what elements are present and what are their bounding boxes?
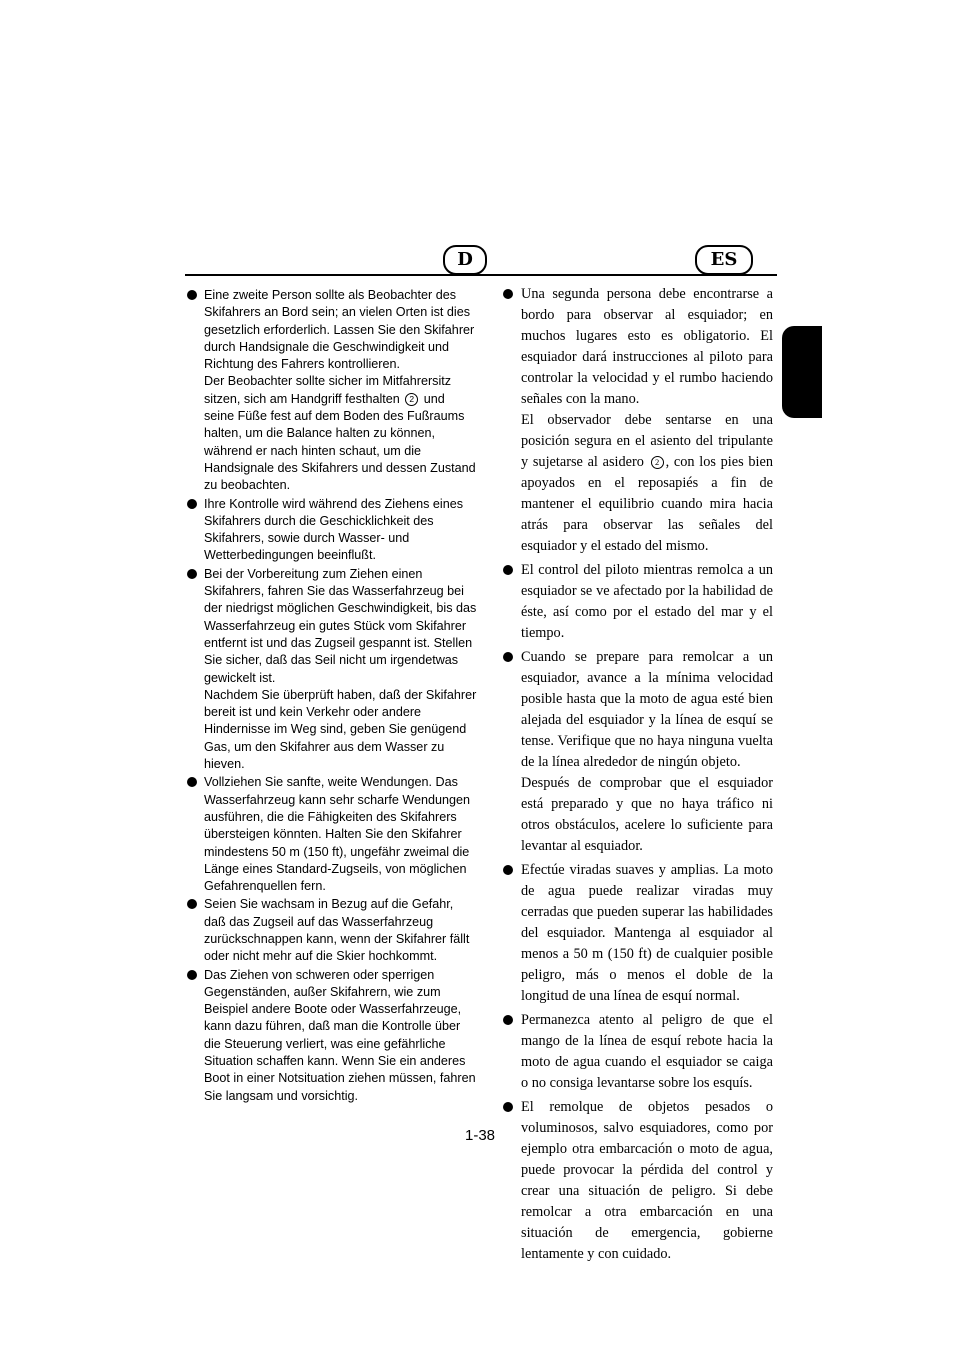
paragraph: Ihre Kontrolle wird während des Ziehens eines Skifahrers durch die Geschicklichkeit des Skifahrers, sowie durch Wasser- und Wetterbedingungen beeinflußt. [204, 496, 464, 563]
list-item [187, 774, 477, 895]
header-rule [185, 274, 777, 276]
paragraph: Der Beobachter sollte sicher im Mitfahrersitz sitzen, sich am Handgriff festhalten 2 und seine Füße fest auf dem Boden des Fußraums halten, um die Balance halten zu können, während er nach hinten schaut, um die Handsignale des Skifahrers und dessen Zustand zu beobachten. [204, 374, 476, 493]
language-badge-spanish: ES [695, 245, 753, 275]
paragraph: Después de comprobar que el esquiador está preparado y que no haya tráfico ni otros obstáculos, acelere lo suficiente para levantar al esquiador. [521, 775, 773, 854]
list-item [503, 1097, 773, 1265]
spanish-column [503, 284, 773, 1268]
bullet-icon [503, 1102, 513, 1112]
bullet-icon [187, 899, 197, 909]
list-item [187, 896, 477, 965]
list-item [187, 967, 477, 1105]
paragraph: Eine zweite Person sollte als Beobachter des Skifahrers an Bord sein; an vielen Orten ist dies gesetzlich erforderlich. Lassen Sie den Skifahrer durch Handsignale die Geschwindigkeit und Richtung des Fahrers kontrollieren. [204, 288, 475, 372]
paragraph: Vollziehen Sie sanfte, weite Wendungen. Das Wasserfahrzeug kann sehr scharfe Wendungen ausführen, die die Fähigkeiten des Skifahrers übersteigen könnten. Halten Sie den Skifahrer mindestens 50 m (150 ft), ungefähr zweimal die Länge eines Standard-Zugseils, von möglichen Gefahrenquellen fern. [204, 775, 471, 894]
bullet-icon [187, 569, 197, 579]
list-item [503, 860, 773, 1007]
reference-number: 2 [651, 456, 664, 469]
bullet-icon [187, 777, 197, 787]
list-item [187, 287, 477, 495]
paragraph: Cuando se prepare para remolcar a un esquiador, avance a la mínima velocidad posible hasta que la moto de agua esté bien alejada del esquiador y la línea de esquí se tense. Verifique que no haya ninguna vuelta de la línea alrededor de ningún objeto. [521, 649, 773, 770]
page-number: 1-38 [464, 1127, 496, 1144]
bullet-icon [503, 565, 513, 575]
german-column [187, 287, 477, 1106]
paragraph: El remolque de objetos pesados o voluminosos, salvo esquiadores, como por ejemplo otra embarcación o moto de agua, puede provocar la pérdida del control y crear una situación de peligro. Si debe remolcar a otra embarcación en una situación de emergencia, gobierne lentamente y con cuidado. [521, 1099, 773, 1262]
paragraph: El observador debe sentarse en una posición segura en el asiento del tripulante y sujetarse al asidero 2 , con los pies bien apoyados en el reposapiés a fin de mantener el equilibrio cuando mira hacia atrás para observar las señales del esquiador y el estado del mismo. [521, 412, 774, 554]
bullet-icon [503, 652, 513, 662]
chapter-tab [782, 326, 822, 418]
list-item [503, 284, 773, 557]
bullet-icon [187, 970, 197, 980]
paragraph: Permanezca atento al peligro de que el mango de la línea de esquí rebote hacia la moto de agua cuando el esquiador se caiga o no consiga levantarse sobre los esquís. [521, 1012, 773, 1091]
list-item [503, 1010, 773, 1094]
bullet-icon [503, 865, 513, 875]
paragraph: Das Ziehen von schweren oder sperrigen Gegenständen, außer Skifahrern, wie zum Beispiel andere Boote oder Wasserfahrzeuge, kann dazu führen, daß man die Kontrolle über die Steuerung verliert, was eine gefährliche Situation schaffen kann. Wenn Sie ein anderes Boot in einer Notsituation ziehen müssen, fahren Sie langsam und vorsichtig. [204, 967, 476, 1103]
paragraph: Nachdem Sie überprüft haben, daß der Skifahrer bereit ist und kein Verkehr oder andere Hindernisse im Weg sind, geben Sie genügend Gas, um den Skifahrer aus dem Wasser zu hieven. [204, 687, 477, 772]
list-item [503, 560, 773, 644]
paragraph: Seien Sie wachsam in Bezug auf die Gefahr, daß das Zugseil auf das Wasserfahrzeug zurückschnappen kann, wenn der Skifahrer fällt oder nicht mehr auf die Skier hochkommt. [204, 897, 470, 964]
paragraph: Bei der Vorbereitung zum Ziehen einen Skifahrers, fahren Sie das Wasserfahrzeug bei der niedrigst möglichen Geschwindigkeit, bis das Wasserfahrzeug ein gutes Stück vom Skifahrer entfernt ist und das Zugseil gespannt ist. Stellen Sie sicher, daß das Seil nicht um irgendetwas gewickelt ist. [204, 566, 477, 685]
bullet-icon [187, 290, 197, 300]
language-badge-german: D [443, 245, 487, 275]
bullet-icon [503, 289, 513, 299]
list-item [503, 647, 773, 857]
page-header [185, 245, 777, 277]
list-item [187, 566, 477, 774]
paragraph: Efectúe viradas suaves y amplias. La moto de agua puede realizar viradas muy cerradas que pueden superar las habilidades del esquiador. Mantenga al esquiador al menos a 50 m (150 ft) de cualquier posible peligro, más o menos el doble de la longitud de una línea de esquí normal. [521, 862, 773, 1004]
bullet-icon [187, 499, 197, 509]
list-item [187, 496, 477, 565]
paragraph: El control del piloto mientras remolca a un esquiador se ve afectado por la habilidad de éste, así como por el estado del mar y el tiempo. [521, 562, 773, 641]
reference-number: 2 [405, 393, 418, 406]
bullet-icon [503, 1015, 513, 1025]
paragraph: Una segunda persona debe encontrarse a bordo para observar al esquiador; en muchos lugares esto es obligatorio. El esquiador dará instrucciones al piloto para controlar la velocidad y el rumbo haciendo señales con la mano. [521, 286, 773, 407]
